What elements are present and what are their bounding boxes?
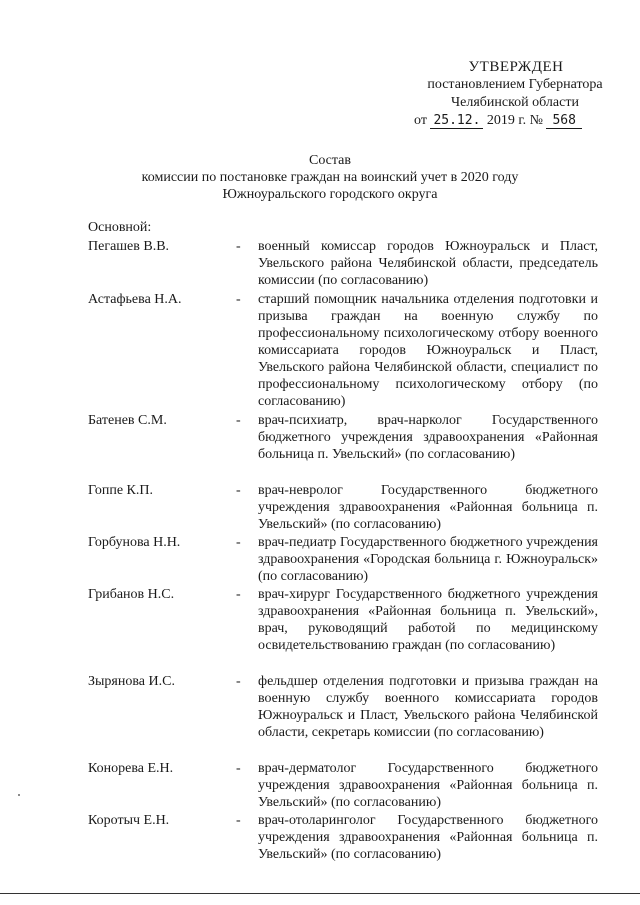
- approval-date-line: [414, 112, 610, 130]
- member-description: врач-невролог Государственного бюджетного учреждения здравоохранения «Районная больница п. Увельский» (по согласованию): [258, 483, 598, 532]
- decree-number: 568: [546, 113, 581, 129]
- group-label: Основной:: [88, 220, 152, 235]
- member-name: Конорева Е.Н.: [88, 761, 174, 776]
- member-name: Коротыч Е.Н.: [88, 813, 170, 828]
- approval-line-1: постановлением Губернатора: [427, 77, 603, 92]
- title-line-1: Состав: [308, 153, 351, 168]
- member-description: врач-отоларинголог Государственного бюджетного учреждения здравоохранения «Районная больница п. Увельский» (по согласованию): [258, 813, 598, 862]
- member-dash: -: [236, 483, 241, 498]
- member-description: врач-дерматолог Государственного бюджетного учреждения здравоохранения «Районная больница п. Увельский» (по согласованию): [258, 761, 598, 810]
- member-name: Астафьева Н.А.: [88, 292, 182, 307]
- member-description: старший помощник начальника отделения подготовки и призыва граждан на военную службу по профессиональному психологическому отбору военного комиссариата городов Южноуральск и Пласт, Увельского района Челябинской области, специалист по профессиональному психологическому отбору (по согласованию): [258, 292, 598, 409]
- member-dash: -: [236, 239, 241, 254]
- member-dash: -: [236, 674, 241, 689]
- member-name: Гоппе К.П.: [88, 483, 154, 498]
- member-name: Грибанов Н.С.: [88, 587, 175, 602]
- member-dash: -: [236, 761, 241, 776]
- member-description: фельдшер отделения подготовки и призыва граждан на военную службу военного комиссариата городов Южноуральск и Пласт, Увельского района Челябинской области, секретарь комиссии (по согласованию): [258, 674, 598, 740]
- approval-block: [400, 58, 610, 130]
- member-description: военный комиссар городов Южноуральск и Пласт, Увельского района Челябинской области, председатель комиссии (по согласованию): [258, 239, 598, 288]
- member-name: Горбунова Н.Н.: [88, 535, 181, 550]
- page-bottom-edge: [0, 893, 640, 894]
- date-prefix: от: [414, 113, 427, 128]
- approval-line-2: Челябинской области: [451, 95, 579, 110]
- member-dash: -: [236, 813, 241, 828]
- date-value: 25.12.: [430, 113, 483, 129]
- year-text: 2019 г. №: [486, 113, 543, 128]
- member-dash: -: [236, 587, 241, 602]
- member-name: Пегашев В.В.: [88, 239, 170, 254]
- member-name: Батенев С.М.: [88, 413, 167, 428]
- member-dash: -: [236, 535, 241, 550]
- scan-speck: [18, 794, 20, 796]
- title-line-2: комиссии по постановке граждан на воинский учет в 2020 году: [141, 170, 519, 185]
- member-description: врач-психиатр, врач-нарколог Государственного бюджетного учреждения здравоохранения «Районная больница п. Увельский» (по согласованию): [258, 413, 598, 462]
- approval-heading: УТВЕРЖДЕН: [468, 59, 564, 75]
- member-description: врач-педиатр Государственного бюджетного учреждения здравоохранения «Городская больница г. Южноуральск» (по согласованию): [258, 535, 598, 584]
- member-description: врач-хирург Государственного бюджетного учреждения здравоохранения «Районная больница п. Увельский», врач, руководящий работой по медицинскому освидетельствованию граждан (по согласованию): [258, 587, 598, 653]
- member-dash: -: [236, 292, 241, 307]
- member-dash: -: [236, 413, 241, 428]
- document-title: [130, 152, 530, 203]
- title-line-3: Южноуральского городского округа: [222, 187, 438, 202]
- member-name: Зырянова И.С.: [88, 674, 175, 689]
